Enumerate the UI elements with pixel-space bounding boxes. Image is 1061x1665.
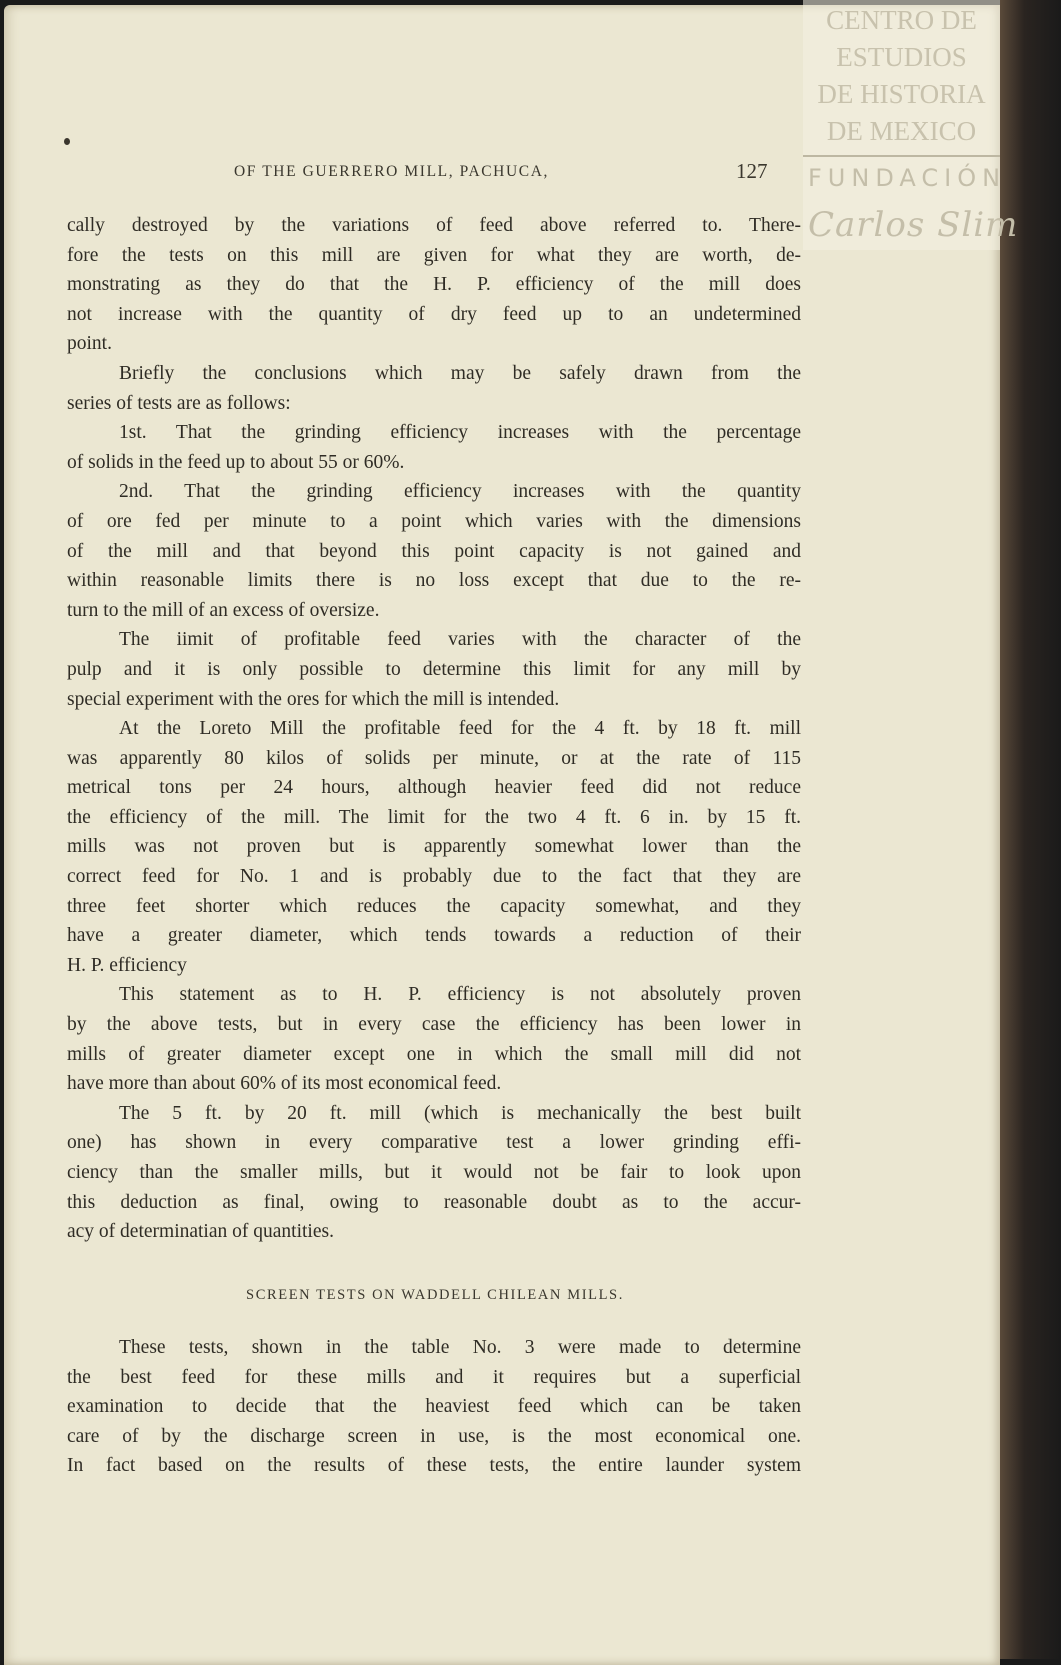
watermark-foundation: FUNDACIÓN xyxy=(808,164,1007,192)
scan-edge xyxy=(1000,0,1061,1659)
text-line: have more than about 60% of its most economical feed. xyxy=(67,1073,502,1095)
text-line: one) has shown in every comparative test a lower grinding effi- xyxy=(67,1132,801,1154)
watermark-divider xyxy=(803,155,1000,157)
text-line: of the mill and that beyond this point capacity is not gained and xyxy=(67,540,801,562)
text-line: was apparently 80 kilos of solids per minute, or at the rate of 115 xyxy=(67,747,801,769)
text-line: In fact based on the results of these tests, the entire launder system xyxy=(67,1455,801,1477)
text-line: not increase with the quantity of dry feed up to an undetermined xyxy=(67,303,801,325)
text-line: pulp and it is only possible to determine this limit for any mill by xyxy=(67,658,801,680)
text-line: special experiment with the ores for which the mill is intended. xyxy=(67,688,560,710)
text-line: monstrating as they do that the H. P. efficiency of the mill does xyxy=(67,274,801,296)
running-header: OF THE GUERRERO MILL, PACHUCA, xyxy=(234,163,549,180)
text-line: At the Loreto Mill the profitable feed for the 4 ft. by 18 ft. mill xyxy=(119,718,801,740)
text-line: fore the tests on this mill are given for what they are worth, de- xyxy=(67,244,801,266)
text-line: These tests, shown in the table No. 3 were made to determine xyxy=(119,1337,801,1358)
text-line: correct feed for No. 1 and is probably due to the fact that they are xyxy=(67,866,801,888)
text-line: the efficiency of the mill. The limit for the two 4 ft. 6 in. by 15 ft. xyxy=(67,806,801,828)
text-line: The iimit of profitable feed varies with the character of the xyxy=(119,629,801,651)
watermark-line: DE HISTORIA xyxy=(817,79,986,109)
text-line: turn to the mill of an excess of oversize. xyxy=(67,599,380,621)
text-line: metrical tons per 24 hours, although heavier feed did not reduce xyxy=(67,777,801,799)
page-number: 127 xyxy=(736,159,768,183)
text-line: this deduction as final, owing to reasonable doubt as to the accur- xyxy=(67,1191,801,1213)
text-line: Briefly the conclusions which may be safely drawn from the xyxy=(119,362,801,384)
text-line: ciency than the smaller mills, but it would not be fair to look upon xyxy=(67,1162,801,1183)
text-line: point. xyxy=(67,333,112,355)
text-line: mills was not proven but is apparently somewhat lower than the xyxy=(67,836,801,858)
text-line: cally destroyed by the variations of feed above referred to. There- xyxy=(67,215,801,236)
text-line: 1st. That the grinding efficiency increases with the percentage xyxy=(119,422,801,444)
watermark-line: CENTRO DE xyxy=(826,5,977,35)
text-line: 2nd. That the grinding efficiency increases with the quantity xyxy=(119,481,801,503)
text-line: of ore fed per minute to a point which varies with the dimensions xyxy=(67,510,801,532)
watermark-line: DE MEXICO xyxy=(826,116,977,146)
text-line: The 5 ft. by 20 ft. mill (which is mechanically the best built xyxy=(119,1102,801,1124)
text-line: by the above tests, but in every case the efficiency has been lower in xyxy=(67,1014,801,1036)
document-page xyxy=(4,5,1000,1665)
text-line: the best feed for these mills and it requires but a superficial xyxy=(67,1366,801,1388)
ink-dot xyxy=(64,138,70,145)
watermark-signature: Carlos Slim xyxy=(808,205,1019,245)
section-heading: SCREEN TESTS ON WADDELL CHILEAN MILLS. xyxy=(246,1287,624,1303)
text-line: examination to decide that the heaviest feed which can be taken xyxy=(67,1396,801,1418)
text-line: mills of greater diameter except one in which the small mill did not xyxy=(67,1043,801,1065)
text-line: have a greater diameter, which tends towards a reduction of their xyxy=(67,925,801,947)
text-line: This statement as to H. P. efficiency is not absolutely proven xyxy=(119,984,801,1006)
text-line: three feet shorter which reduces the capacity somewhat, and they xyxy=(67,895,801,917)
watermark-line: ESTUDIOS xyxy=(836,42,967,72)
text-line: H. P. efficiency xyxy=(67,954,187,976)
text-line: within reasonable limits there is no loss except that due to the re- xyxy=(67,570,801,592)
body-text-block-2 xyxy=(67,1333,801,1481)
text-line: acy of determinatian of quantities. xyxy=(67,1221,334,1243)
text-line: series of tests are as follows: xyxy=(67,392,291,414)
body-text-block-1 xyxy=(67,211,801,1247)
text-line: care of by the discharge screen in use, is the most economical one. xyxy=(67,1425,801,1447)
text-line: of solids in the feed up to about 55 or 60%. xyxy=(67,451,405,473)
